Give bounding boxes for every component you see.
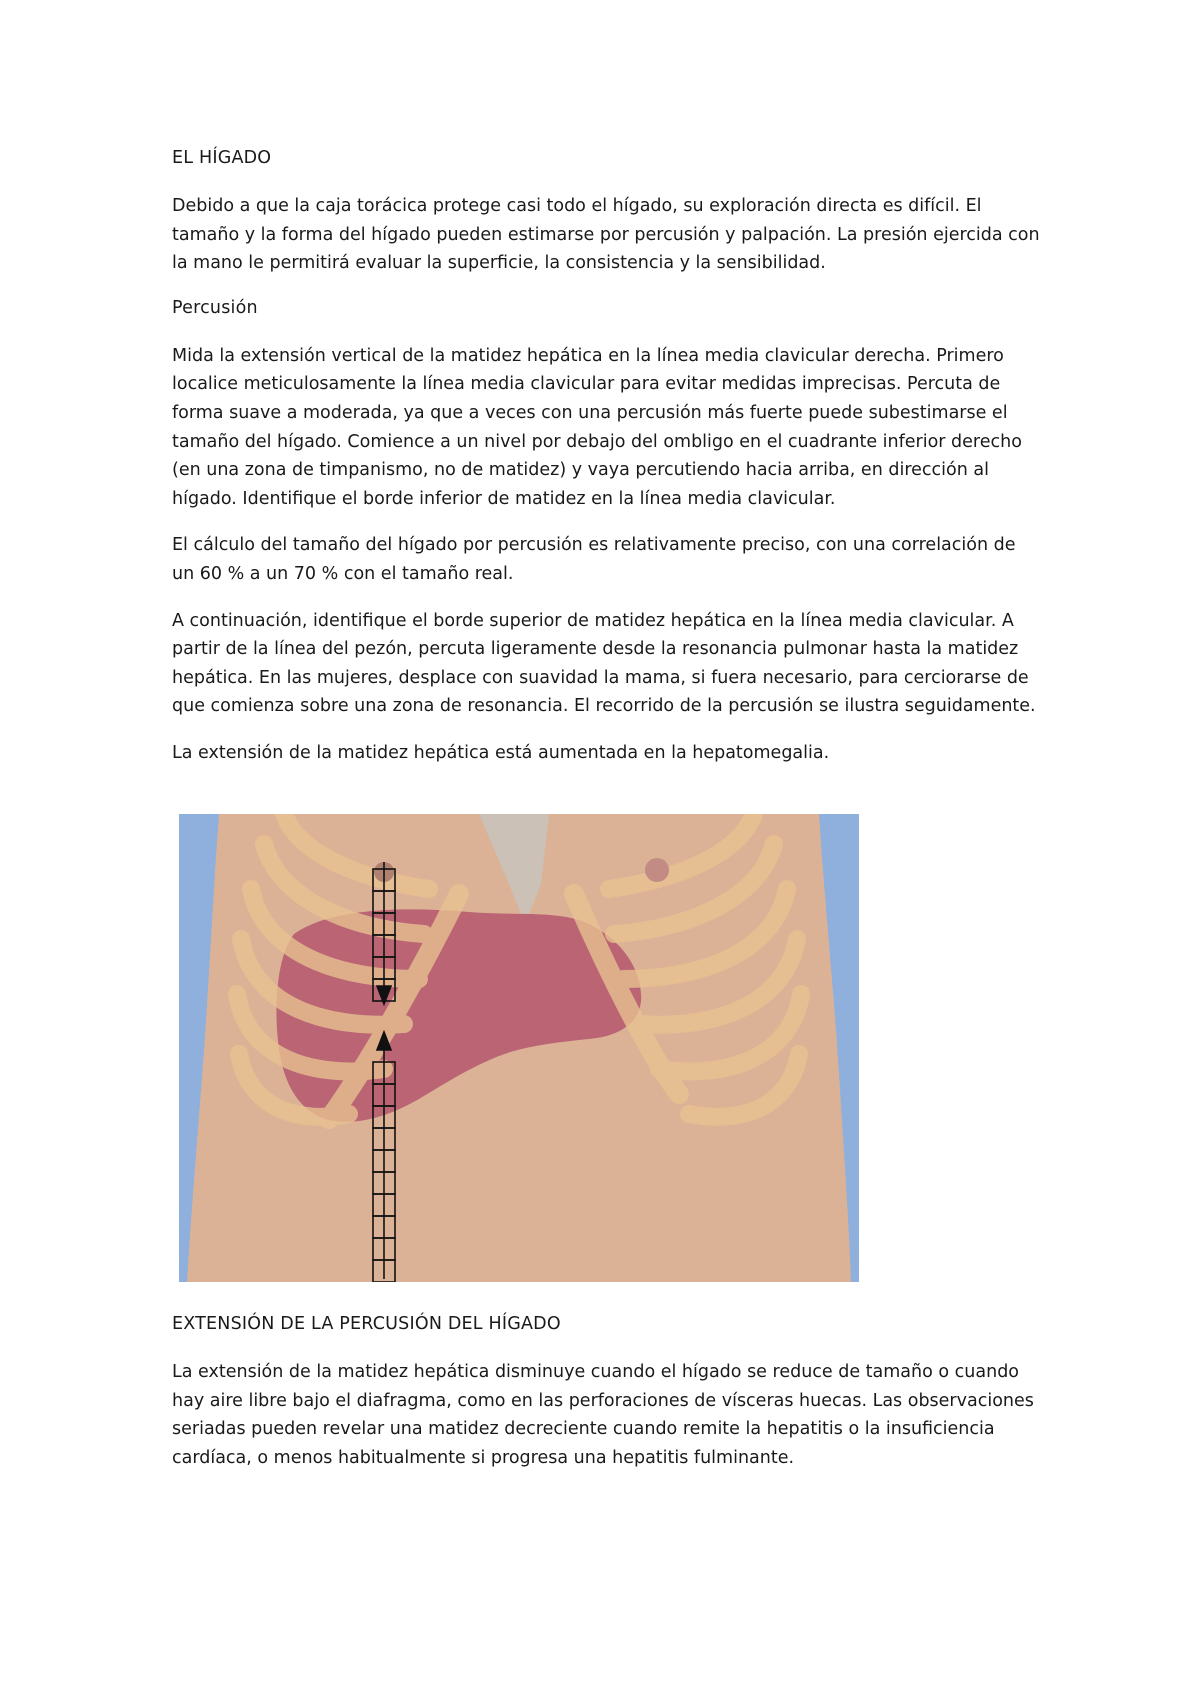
torso-diagram — [179, 814, 859, 1282]
intro-paragraph: Debido a que la caja torácica protege casi todo el hígado, su exploración directa es difícil. El tamaño y la forma del hígado pueden estimarse por percusión y palpación. La presión ejercida con la mano le permitirá evaluar la superficie, la consistencia y la sensibilidad. — [172, 196, 1040, 274]
paragraph-decreased-dullness: La extensión de la matidez hepática disminuye cuando el hígado se reduce de tamaño o cuando hay aire libre bajo el diafragma, como en las perforaciones de vísceras huecas. Las observaciones seriadas pueden revelar una matidez decreciente cuando remite la hepatitis o la insuficiencia cardíaca, o menos habitualmente si progresa una hepatitis fulminante. — [172, 1362, 1034, 1468]
page-title: EL HÍGADO — [172, 148, 272, 168]
paragraph-hepatomegaly: La extensión de la matidez hepática está aumentada en la hepatomegalia. — [172, 742, 830, 763]
section-heading-percussion: Percusión — [172, 297, 258, 318]
section-heading-extension: EXTENSIÓN DE LA PERCUSIÓN DEL HÍGADO — [172, 1314, 561, 1334]
paragraph-accuracy: El cálculo del tamaño del hígado por percusión es relativamente preciso, con una correlación de un 60 % a un 70 % con el tamaño real. — [172, 535, 1016, 584]
liver-percussion-illustration — [179, 814, 859, 1282]
paragraph-measure: Mida la extensión vertical de la matidez hepática en la línea media clavicular derecha. Primero localice meticulosamente la línea media clavicular para evitar medidas imprecisas. Percuta de forma suave a moderada, ya que a veces con una percusión más fuerte puede subestimarse el tamaño del hígado. Comience a un nivel por debajo del ombligo en el cuadrante inferior derecho (en una zona de timpanismo, no de matidez) y vaya percutiendo hacia arriba, en dirección al hígado. Identifique el borde inferior de matidez en la línea media clavicular. — [172, 345, 1022, 509]
left-nipple — [645, 858, 669, 882]
lower-content — [172, 1312, 1042, 1490]
upper-content — [172, 146, 1042, 786]
paragraph-upper-border: A continuación, identifique el borde superior de matidez hepática en la línea media clavicular. A partir de la línea del pezón, percuta ligeramente desde la resonancia pulmonar hasta la matidez hepática. En las mujeres, desplace con suavidad la mama, si fuera necesario, para cerciorarse de que comienza sobre una zona de resonancia. El recorrido de la percusión se ilustra seguidamente. — [172, 610, 1036, 717]
